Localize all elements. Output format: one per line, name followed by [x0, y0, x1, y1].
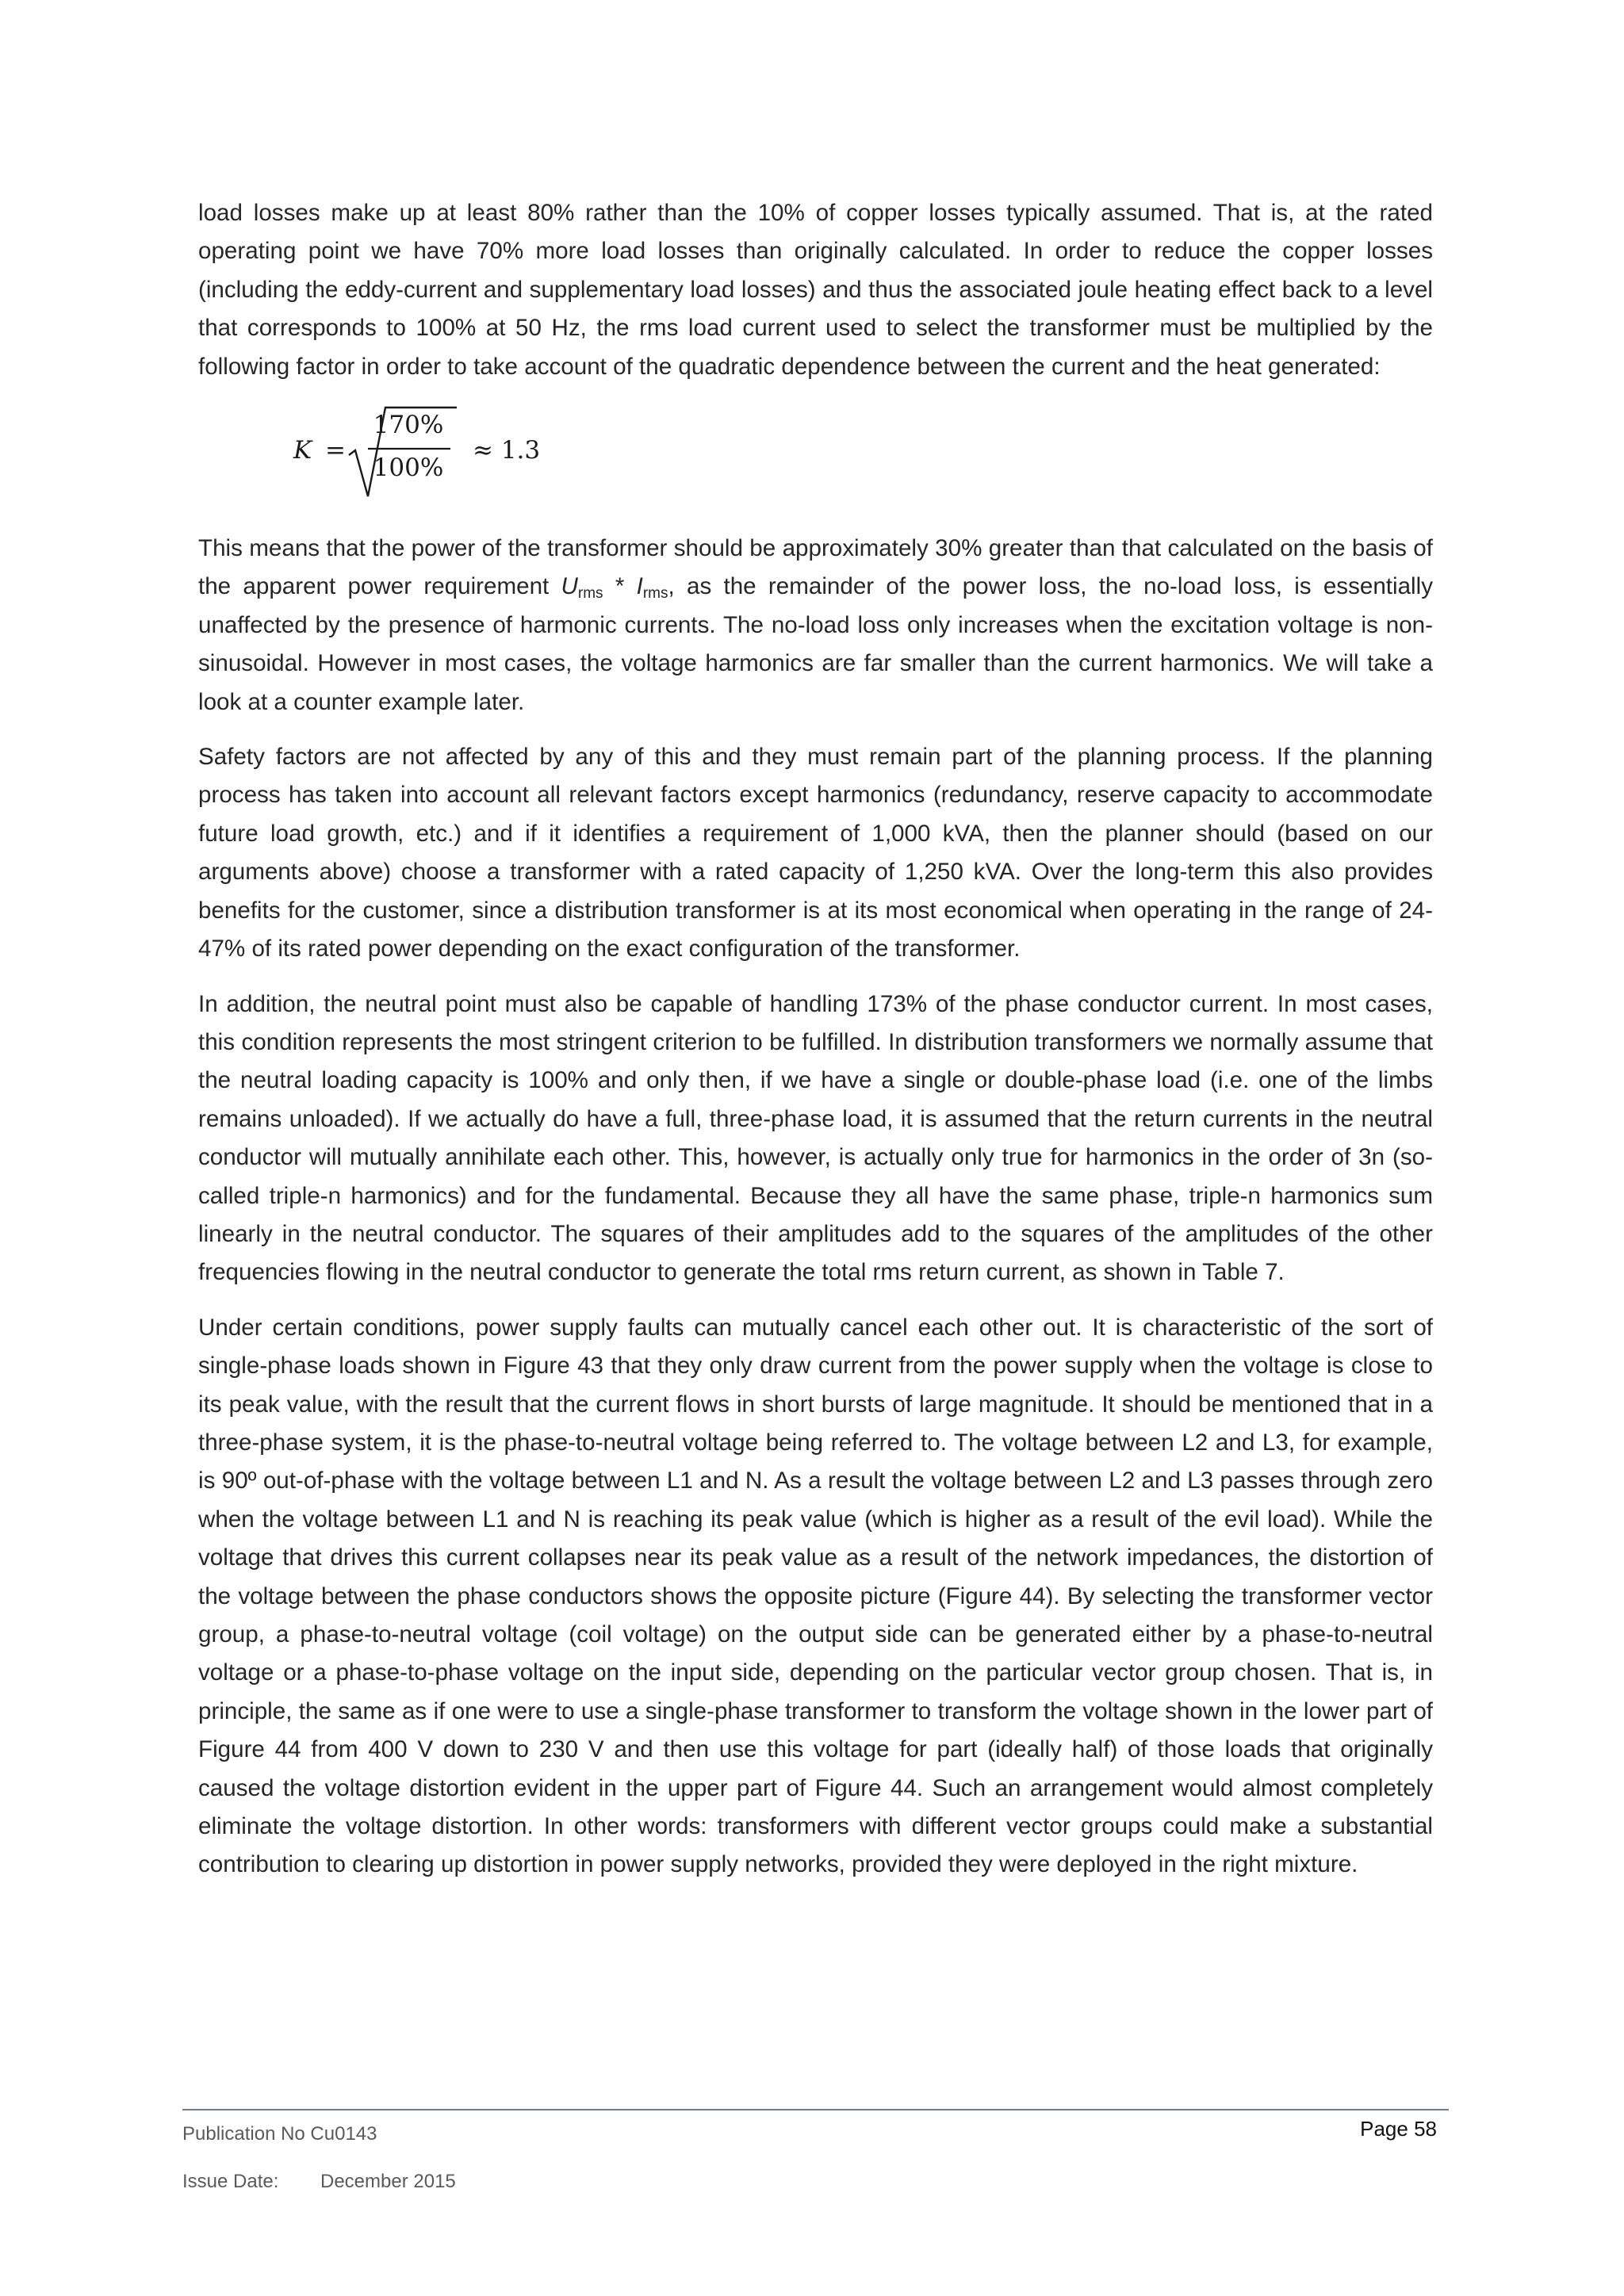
paragraph-safety-factors: Safety factors are not affected by any of this and they must remain part of the planning process. If the planning process has taken into account all relevant factors except harmonics (redundancy, reserve capacity to accommodate future load growth, etc.) and if it identifies a requirement of 1,000 kVA, then the planner should (based on our arguments above) choose a transformer with a rated capacity of 1,250 kVA. Over the long-term this also provides benefits for the customer, since a distribution transformer is at its most economical when operating in the range of 24-47% of its rated power depending on the exact configuration of the transformer.: [198, 744, 1433, 962]
page-number: Page 58: [1360, 2117, 1437, 2141]
issue-date-value: December 2015: [320, 2171, 456, 2192]
formula-numerator: 170%: [373, 411, 444, 440]
footer-divider: [182, 2109, 1449, 2110]
paragraph-neutral-point: In addition, the neutral point must also be capable of handling 173% of the phase conductor current. In most cases, this condition represents the most stringent criterion to be fulfilled. In distribution transformers we normally assume that the neutral loading capacity is 100% and only then, if we have a single or double-phase load (i.e. one of the limbs remains unloaded). If we actually do have a full, three-phase load, it is assumed that the return currents in the neutral conductor will mutually annihilate each other. This, however, is actually only true for harmonics in the order of 3n (so-called triple-n harmonics) and for the fundamental. Because they all have the same phase, triple-n harmonics sum linearly in the neutral conductor. The squares of their amplitudes add to the squares of the amplitudes of the other frequencies flowing in the neutral conductor to generate the total rms return current, as shown in Table 7.: [198, 990, 1433, 1286]
issue-date-label: Issue Date:: [182, 2171, 279, 2192]
paragraph-load-losses: load losses make up at least 80% rather than the 10% of copper losses typically assumed. That is, at the rated operating point we have 70% more load losses than originally calculated. In order to reduce the copper losses (including the eddy-current and supplementary load losses) and thus the associated joule heating effect back to a level that corresponds to 100% at 50 Hz, the rms load current used to select the transformer must be multiplied by the following factor in order to take account of the quadratic dependence between the current and the heat generated:: [198, 200, 1433, 380]
formula-lhs: K: [293, 436, 312, 465]
footer-publication-info: [182, 2121, 456, 2195]
paragraph-transformer-power: This means that the power of the transformer should be approximately 30% greater than that calculated on the basis of the apparent power requirement $U_{rms} * I_{rms}$, as the remainder of the power loss, the no-load loss, is essentially unaffected by the presence of harmonic currents. The no-load loss only increases when the excitation voltage is non-sinusoidal. However in most cases, the voltage harmonics are far smaller than the current harmonics. We will take a look at a counter example later.: [198, 535, 1433, 715]
page-body: [198, 194, 1433, 1901]
issue-date-row: [182, 2168, 456, 2195]
publication-number: Publication No Cu0143: [182, 2123, 377, 2145]
formula-approx-result: ≈ 1.3: [473, 436, 541, 465]
formula-denominator: 100%: [373, 453, 444, 483]
formula-k-factor: [198, 403, 1433, 498]
formula-equals: =: [325, 436, 346, 465]
paragraph-power-supply-faults: Under certain conditions, power supply faults can mutually cancel each other out. It is characteristic of the sort of single-phase loads shown in Figure 43 that they only draw current from the power supply when the voltage is close to its peak value, with the result that the current flows in short bursts of large magnitude. It should be mentioned that in a three-phase system, it is the phase-to-neutral voltage being referred to. The voltage between L2 and L3, for example, is 90º out-of-phase with the voltage between L1 and N. As a result the voltage between L2 and L3 passes through zero when the voltage between L1 and N is reaching its peak value (which is higher as a result of the evil load). While the voltage that drives this current collapses near its peak value as a result of the network impedances, the distortion of the voltage between the phase conductors shows the opposite picture (Figure 44). By selecting the transformer vector group, a phase-to-neutral voltage (coil voltage) on the output side can be generated either by a phase-to-neutral voltage or a phase-to-phase voltage on the input side, depending on the particular vector group chosen. That is, in principle, the same as if one were to use a single-phase transformer to transform the voltage shown in the lower part of Figure 44 from 400 V down to 230 V and then use this voltage for part (ideally half) of those loads that originally caused the voltage distortion evident in the upper part of Figure 44. Such an arrangement would almost completely eliminate the voltage distortion. In other words: transformers with different vector groups could make a substantial contribution to clearing up distortion in power supply networks, provided they were deployed in the right mixture.: [198, 1314, 1433, 1878]
